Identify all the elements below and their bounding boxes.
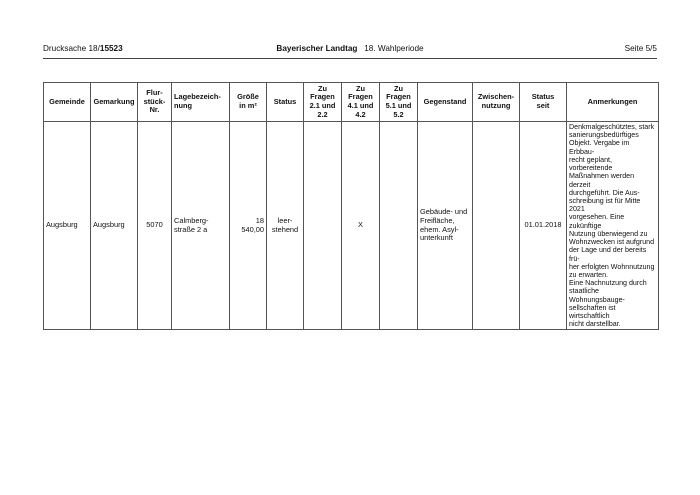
table-row: [44, 122, 659, 330]
col-gegenstand: Gegenstand: [418, 83, 473, 122]
header-rule: [43, 58, 657, 59]
col-gemarkung: Gemarkung: [91, 83, 138, 122]
page-number: Seite 5/5: [624, 44, 657, 53]
col-fragen-2: Zu Fragen 2.1 und 2.2: [304, 83, 342, 122]
property-table: [43, 82, 659, 330]
cell-gemarkung: Augsburg: [91, 122, 138, 330]
legislative-period: 18. Wahlperiode: [364, 44, 424, 53]
parliament-heading: [43, 44, 657, 53]
col-gemeinde: Gemeinde: [44, 83, 91, 122]
cell-fragen-5: [380, 122, 418, 330]
cell-lagebezeichnung: Calmberg- straße 2 a: [172, 122, 230, 330]
parliament-name: Bayerischer Landtag: [276, 44, 358, 53]
col-fragen-5: Zu Fragen 5.1 und 5.2: [380, 83, 418, 122]
col-anmerkungen: Anmerkungen: [567, 83, 659, 122]
col-fragen-4: Zu Fragen 4.1 und 4.2: [342, 83, 380, 122]
col-groesse: Größe in m²: [230, 83, 267, 122]
cell-status: leer- stehend: [267, 122, 304, 330]
document-number: 15523: [99, 44, 123, 53]
cell-gemeinde: Augsburg: [44, 122, 91, 330]
document-prefix: Drucksache 18/: [43, 44, 100, 53]
col-flurstueck: Flur- stück- Nr.: [138, 83, 172, 122]
cell-groesse: 18 540,00: [230, 122, 267, 330]
cell-anmerkungen: Denkmalgeschütztes, stark sanierungsbedürftiges Objekt. Vergabe im Erbbau- recht geplant, vorbereitende Maßnahmen werden derzeit durchgeführt. Die Aus- schreibung ist für Mitte 2021 vorgesehen. Eine zukünftige Nutzung überwiegend zu Wohnzwecken ist aufgrund der Lage und der bereits frü- her erfolgten Wohnnutzung zu erwarten. Eine Nachnutzung durch staatliche Wohnungsbauge- sellschaften ist wirtschaftlich nicht darstellbar.: [567, 122, 659, 330]
table-header-row: [44, 83, 659, 122]
col-lagebezeichnung: Lagebezeich- nung: [172, 83, 230, 122]
col-status-seit: Status seit: [520, 83, 567, 122]
cell-fragen-2: [304, 122, 342, 330]
cell-status-seit: 01.01.2018: [520, 122, 567, 330]
col-zwischennutzung: Zwischen- nutzung: [473, 83, 520, 122]
cell-fragen-4: X: [342, 122, 380, 330]
cell-zwischennutzung: [473, 122, 520, 330]
cell-gegenstand: Gebäude- und Freifläche, ehem. Asyl- unterkunft: [418, 122, 473, 330]
cell-flurstueck: 5070: [138, 122, 172, 330]
col-status: Status: [267, 83, 304, 122]
page-header: [43, 44, 657, 58]
